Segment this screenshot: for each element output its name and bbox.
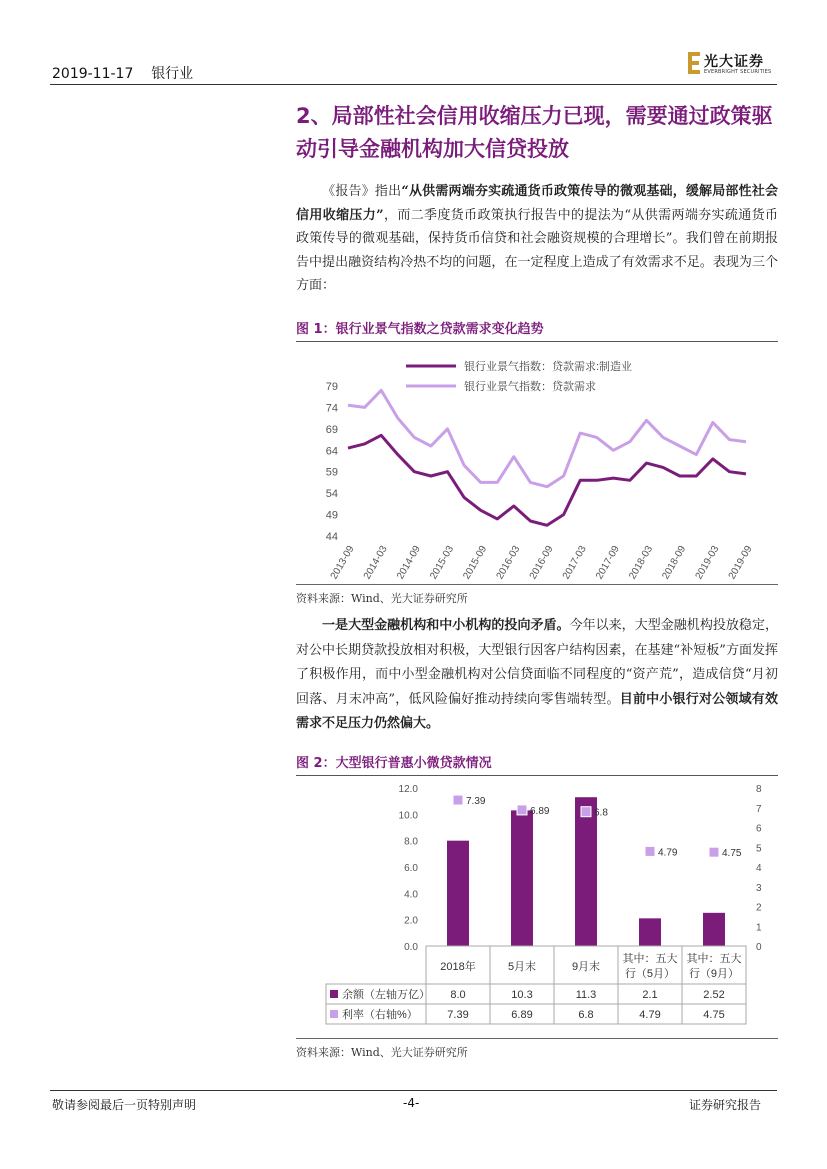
header-sector: 银行业 bbox=[151, 66, 194, 82]
everbright-logo bbox=[688, 48, 788, 78]
x-tick-label: 2017-03 bbox=[560, 544, 589, 582]
bar-balance bbox=[511, 810, 533, 946]
rate-marker bbox=[581, 807, 591, 817]
footer-report-type: 证券研究报告 bbox=[689, 1098, 762, 1112]
table-row-label: 利率（右轴%） bbox=[342, 1009, 418, 1021]
series-line-loan-demand bbox=[348, 390, 746, 486]
rate-marker-label: 4.79 bbox=[658, 847, 678, 859]
table-cell: 2.52 bbox=[703, 989, 725, 1001]
logo-cn: 光大证券 bbox=[704, 54, 764, 70]
x-tick-label: 2014-09 bbox=[395, 544, 423, 582]
body-paragraph-2 bbox=[296, 614, 778, 737]
intro-text-2: ，而二季度货币政策执行报告中的提法为“从供需两端夯实疏通货币政策传导的微观基础，保持货币信贷和社会融资规模的合理增长”。我们曾在前期报告中提出融资结构冷热不均的问题，在一定程度上造成了有效需求不足。表现为三个方面： bbox=[296, 207, 778, 293]
table-row-swatch bbox=[330, 1010, 338, 1018]
table-row-label: 余额（左轴万亿） bbox=[342, 989, 430, 1001]
y-tick-label: 79 bbox=[325, 381, 338, 393]
table-cell: 6.89 bbox=[511, 1009, 533, 1021]
table-cell: 2.1 bbox=[642, 989, 658, 1001]
figure2-title: 图 2：大型银行普惠小微贷款情况 bbox=[296, 752, 778, 776]
right-axis-tick: 7 bbox=[756, 803, 762, 815]
rate-marker bbox=[645, 846, 655, 856]
figure2-source: 资料来源：Wind、光大证券研究所 bbox=[296, 1046, 468, 1059]
table-category-label: 2018年 bbox=[440, 961, 476, 973]
y-tick-label: 74 bbox=[325, 402, 338, 415]
footer-rule bbox=[50, 1090, 777, 1091]
left-axis-tick: 6.0 bbox=[404, 863, 418, 874]
logo-en: EVERBRIGHT SECURITIES bbox=[704, 69, 772, 75]
table-category-label-line2: 行（5月） bbox=[624, 968, 676, 980]
intro-paragraph bbox=[296, 180, 778, 298]
bar-balance bbox=[639, 918, 661, 946]
header-date: 2019-11-17 bbox=[52, 66, 134, 82]
figure1-title: 图 1：银行业景气指数之贷款需求变化趋势 bbox=[296, 318, 778, 342]
left-axis-tick: 0.0 bbox=[404, 942, 418, 953]
table-cell: 11.3 bbox=[575, 989, 597, 1001]
rate-marker bbox=[709, 847, 719, 857]
bar-balance bbox=[703, 913, 725, 946]
header-rule bbox=[50, 84, 777, 85]
para2-bold-tail: 目前中小银行对公领域有效需求不足压力仍然偏大。 bbox=[296, 691, 778, 731]
right-axis-tick: 6 bbox=[756, 823, 762, 835]
x-tick-label: 2019-03 bbox=[693, 544, 722, 582]
figure1-line-chart bbox=[296, 344, 778, 584]
x-tick-label: 2016-09 bbox=[527, 544, 556, 582]
left-axis-tick: 2.0 bbox=[404, 915, 418, 927]
x-tick-label: 2015-09 bbox=[461, 544, 490, 582]
table-row-swatch bbox=[330, 990, 338, 998]
table-cell: 7.39 bbox=[447, 1009, 469, 1021]
x-tick-label: 2018-09 bbox=[660, 544, 689, 582]
rate-marker-label: 4.75 bbox=[722, 848, 742, 860]
page-number: -4- bbox=[403, 1096, 420, 1110]
bar-balance bbox=[447, 841, 469, 946]
figure1-legend bbox=[406, 359, 632, 393]
left-axis-tick: 4.0 bbox=[404, 889, 418, 901]
para2-text: 今年以来，大型金融机构投放稳定，对公中长期贷款投放相对积极，大型银行因客户结构因素，在基建“补短板”方面发挥了积极作用，而中小型金融机构对公信贷面临不同程度的“资产荒”，造成信贷“月初回落、月末冲高”，低风险偏好推动持续向零售端转型。 bbox=[296, 618, 778, 707]
section-title: 2、局部性社会信用收缩压力已现，需要通过政策驱动引导金融机构加大信贷投放 bbox=[296, 104, 773, 161]
table-cell: 4.75 bbox=[703, 1009, 725, 1021]
left-axis-tick: 8.0 bbox=[404, 836, 418, 848]
y-tick-label: 49 bbox=[325, 509, 338, 522]
right-axis-tick: 1 bbox=[756, 922, 762, 934]
logo-mark-icon bbox=[688, 52, 700, 74]
table-cell: 6.8 bbox=[578, 1009, 594, 1021]
footer-disclaimer: 敬请参阅最后一页特别声明 bbox=[52, 1098, 197, 1112]
figure2-bar-chart bbox=[296, 776, 778, 1038]
x-tick-label: 2014-03 bbox=[361, 544, 390, 582]
table-category-label: 其中：五大 bbox=[622, 953, 678, 965]
legend-label-manufacturing: 银行业景气指数：贷款需求:制造业 bbox=[464, 361, 633, 373]
right-axis-tick: 8 bbox=[756, 784, 762, 795]
table-cell: 8.0 bbox=[450, 989, 466, 1001]
legend-label-loan-demand: 银行业景气指数：贷款需求 bbox=[464, 381, 596, 393]
figure1-bottom-rule bbox=[296, 584, 778, 585]
right-axis-tick: 5 bbox=[756, 843, 762, 855]
y-tick-label: 44 bbox=[325, 531, 338, 543]
y-tick-label: 54 bbox=[325, 488, 338, 501]
rate-marker bbox=[453, 795, 463, 805]
x-tick-label: 2017-09 bbox=[594, 544, 622, 582]
right-axis-tick: 2 bbox=[756, 902, 762, 914]
header-date-sector bbox=[52, 63, 193, 83]
para2-bold-lead: 一是大型金融机构和中小机构的投向矛盾。 bbox=[322, 618, 570, 633]
left-axis-tick: 10.0 bbox=[398, 810, 418, 822]
y-tick-label: 59 bbox=[325, 466, 338, 479]
table-cell: 4.79 bbox=[639, 1009, 661, 1021]
table-cell: 10.3 bbox=[511, 989, 533, 1001]
rate-marker-label: 6.89 bbox=[530, 805, 550, 817]
x-tick-label: 2018-03 bbox=[627, 544, 656, 582]
rate-marker-label: 6.8 bbox=[594, 807, 608, 819]
x-tick-label: 2013-09 bbox=[328, 544, 357, 582]
figure2-bottom-rule bbox=[296, 1038, 778, 1039]
left-axis-tick: 12.0 bbox=[398, 784, 418, 795]
right-axis-tick: 3 bbox=[756, 882, 762, 894]
intro-text-1: 《报告》指出 bbox=[322, 184, 402, 199]
y-tick-label: 69 bbox=[325, 423, 338, 436]
y-tick-label: 64 bbox=[325, 445, 338, 458]
table-category-label: 9月末 bbox=[571, 961, 601, 973]
x-tick-label: 2019-09 bbox=[726, 544, 755, 582]
right-axis-tick: 4 bbox=[756, 863, 762, 874]
table-category-label-line2: 行（9月） bbox=[688, 968, 740, 980]
figure1-source: 资料来源：Wind、光大证券研究所 bbox=[296, 592, 468, 605]
intro-quote: “从供需两端夯实疏通货币政策传导的微观基础，缓解局部性社会信用收缩压力” bbox=[296, 184, 778, 223]
bar-balance bbox=[575, 797, 597, 946]
right-axis-tick: 0 bbox=[756, 942, 762, 953]
x-tick-label: 2016-03 bbox=[494, 544, 523, 582]
table-category-label: 其中：五大 bbox=[686, 953, 742, 965]
rate-marker bbox=[517, 805, 527, 815]
x-tick-label: 2015-03 bbox=[428, 544, 457, 582]
table-category-label: 5月末 bbox=[507, 961, 537, 973]
rate-marker-label: 7.39 bbox=[466, 796, 486, 808]
